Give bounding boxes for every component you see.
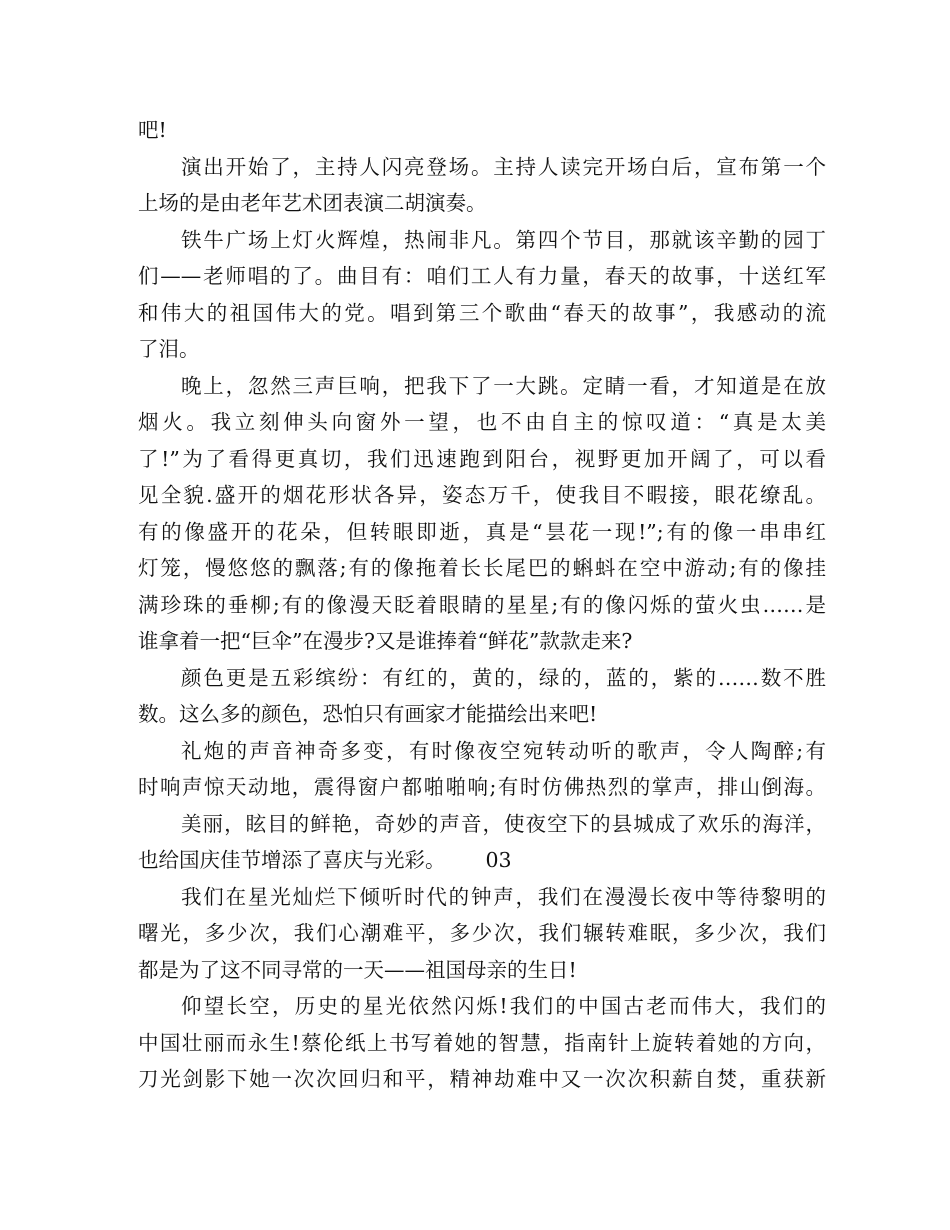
text-segment: 也给国庆佳节增添了喜庆与光彩。	[138, 848, 446, 872]
text-line: 演出开始了，主持人闪亮登场。主持人读完开场白后，宣布第一个	[181, 154, 826, 179]
text-line: 美丽，眩目的鲜艳，奇妙的声音，使夜空下的县城成了欢乐的海洋，	[181, 811, 826, 836]
section-number: 03	[485, 848, 512, 872]
text-line: 数。这么多的颜色，恐怕只有画家才能描绘出来吧!	[138, 702, 598, 726]
text-line: 谁拿着一把“巨伞”在漫步?又是谁捧着“鲜花”款款走来?	[138, 629, 633, 653]
text-line: 中国壮丽而永生!蔡伦纸上书写着她的智慧，指南针上旋转着她的方向，	[138, 1030, 826, 1055]
text-line: 灯笼，慢悠悠的飘落;有的像拖着长长尾巴的蝌蚪在空中游动;有的像挂	[138, 556, 826, 580]
text-line: 仰望长空，历史的星光依然闪烁!我们的中国古老而伟大，我们的	[181, 994, 826, 1018]
article-body	[138, 112, 826, 1098]
text-line: 曙光，多少次，我们心潮难平，多少次，我们辗转难眠，多少次，我们	[138, 921, 826, 945]
text-line: 我们在星光灿烂下倾听时代的钟声，我们在漫漫长夜中等待黎明的	[181, 884, 826, 909]
text-line: 了泪。	[138, 337, 200, 361]
text-line: 刀光剑影下她一次次回归和平，精神劫难中又一次次积薪自焚，重获新	[138, 1067, 826, 1091]
text-line: 铁牛广场上灯火辉煌，热闹非凡。第四个节目，那就该辛勤的园丁	[181, 227, 826, 252]
text-line: 颜色更是五彩缤纷：有红的，黄的，绿的，蓝的，紫的……数不胜	[181, 665, 826, 690]
text-line: 都是为了这不同寻常的一天——祖国母亲的生日!	[138, 957, 577, 982]
text-line: 晚上，忽然三声巨响，把我下了一大跳。定睛一看，才知道是在放	[181, 373, 826, 398]
text-line: 烟火。我立刻伸头向窗外一望，也不由自主的惊叹道：“真是太美	[138, 410, 826, 434]
text-line: 礼炮的声音神奇多变，有时像夜空宛转动听的歌声，令人陶醉;有	[181, 738, 826, 763]
text-line: 有的像盛开的花朵，但转眼即逝，真是“昙花一现!”;有的像一串串红	[138, 519, 826, 544]
text-line: 满珍珠的垂柳;有的像漫天眨着眼睛的星星;有的像闪烁的萤火虫……是	[138, 592, 826, 617]
text-line: 时响声惊天动地，震得窗户都啪啪响;有时仿佛热烈的掌声，排山倒海。	[138, 775, 826, 799]
text-line	[138, 842, 826, 879]
text-line: 了!”为了看得更真切，我们迅速跑到阳台，视野更加开阔了，可以看	[138, 446, 826, 471]
text-line: 吧!	[138, 118, 167, 142]
text-line: 们——老师唱的了。曲目有：咱们工人有力量，春天的故事，十送红军	[138, 264, 826, 288]
text-line: 和伟大的祖国伟大的党。唱到第三个歌曲“春天的故事”，我感动的流	[138, 300, 826, 325]
text-line: 上场的是由老年艺术团表演二胡演奏。	[138, 191, 487, 215]
text-line: 见全貌.盛开的烟花形状各异，姿态万千，使我目不暇接，眼花缭乱。	[138, 483, 826, 507]
